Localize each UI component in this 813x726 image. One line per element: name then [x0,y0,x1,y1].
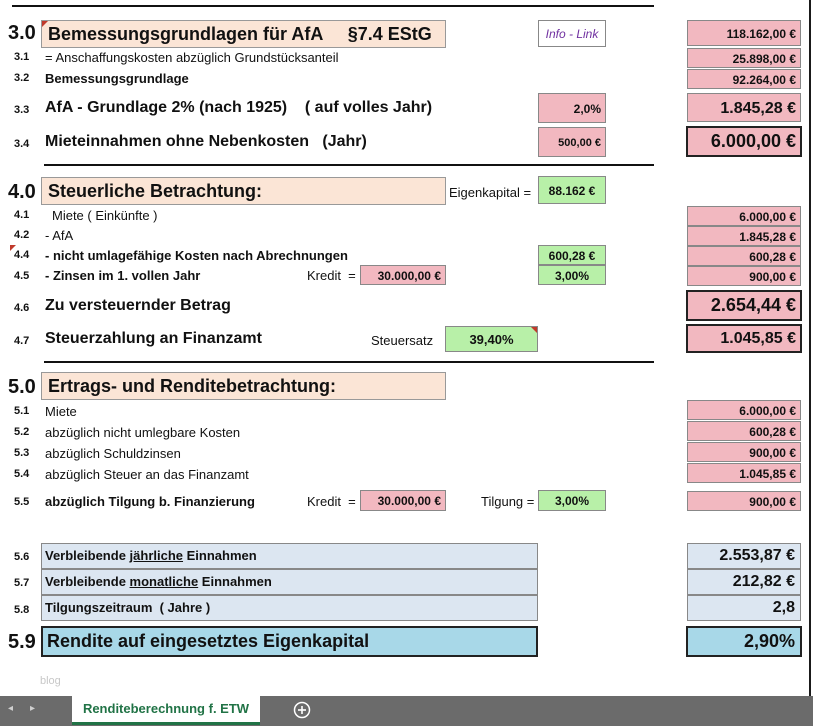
yearly-income-value[interactable]: 2.553,87 € [687,543,801,569]
credit-label: Kredit = [307,268,356,283]
yearly-income-label: Verbleibende jährliche Einnahmen [41,543,538,569]
row-number: 3.1 [14,51,30,63]
row-number: 4.1 [14,209,30,221]
repayment-period-label: Tilgungszeitraum ( Jahre ) [41,595,538,621]
row-number: 5.5 [14,496,30,508]
monthly-income-value[interactable]: 212,82 € [687,569,801,595]
equity-cell[interactable]: 88.162 € [538,176,606,204]
row-number: 5.9 [8,631,36,653]
value-cell[interactable]: 2.654,44 € [686,290,802,321]
row-number: 3.3 [14,104,30,116]
value-cell[interactable]: 1.045,85 € [687,463,801,483]
repayment-period-value[interactable]: 2,8 [687,595,801,621]
credit-cell[interactable]: 30.000,00 € [360,490,446,511]
equity-label: Eigenkapital = [449,185,532,200]
value-cell[interactable]: 92.264,00 € [687,69,801,89]
row-number: 3.2 [14,72,30,84]
row-number: 4.6 [14,302,30,314]
monthly-rent-cell[interactable]: 500,00 € [538,127,606,157]
section-divider [44,164,654,166]
scroll-right-icon[interactable]: ▸ [30,703,36,714]
plus-circle-icon [293,701,311,719]
tilgung-label: Tilgung = [481,494,535,509]
row-number: 5.8 [14,604,30,616]
row-label: Miete ( Einkünfte ) [52,208,158,223]
row-label: = Anschaffungskosten abzüglich Grundstücksanteil [45,50,339,65]
section-number: 4.0 [8,181,36,203]
row-label: abzüglich Schuldzinsen [45,446,181,461]
top-divider [12,5,654,7]
row-label: Bemessungsgrundlage [45,71,189,86]
sheet-tab-bar [0,696,813,726]
value-cell[interactable]: 6.000,00 € [686,126,802,157]
section-number: 3.0 [8,22,36,44]
value-cell[interactable]: 25.898,00 € [687,48,801,68]
row-number: 5.2 [14,426,30,438]
value-cell[interactable]: 900,00 € [687,491,801,511]
add-sheet-button[interactable] [293,701,311,719]
return-on-equity-value[interactable]: 2,90% [686,626,802,657]
tilgung-rate-cell[interactable]: 3,00% [538,490,606,511]
row-label: - nicht umlagefähige Kosten nach Abrechnungen [45,248,348,263]
row-label: abzüglich Steuer an das Finanzamt [45,467,249,482]
section-title-afa[interactable]: Bemessungsgrundlagen für AfA §7.4 EStG [41,20,446,48]
row-label: - AfA [45,228,74,243]
monthly-income-label: Verbleibende monatliche Einnahmen [41,569,538,595]
row-label: abzüglich nicht umlegbare Kosten [45,425,241,440]
row-number: 4.7 [14,335,30,347]
value-cell[interactable]: 1.845,28 € [687,226,801,246]
section-title-tax[interactable]: Steuerliche Betrachtung: [41,177,446,205]
value-cell[interactable]: 600,28 € [687,246,801,266]
watermark-text: blog [40,675,61,687]
row-number: 4.2 [14,229,30,241]
taxrate-label: Steuersatz [371,333,434,348]
value-cell[interactable]: 900,00 € [687,266,801,286]
row-number: 4.5 [14,270,30,282]
value-cell[interactable]: 600,28 € [687,421,801,441]
row-number: 5.4 [14,468,30,480]
value-cell[interactable]: 900,00 € [687,442,801,462]
row-number: 5.1 [14,405,30,417]
afa-rate-cell[interactable]: 2,0% [538,93,606,123]
section-divider [44,361,654,363]
costs-cell[interactable]: 600,28 € [538,245,606,265]
row-number: 5.6 [14,551,30,563]
row-label: Mieteinnahmen ohne Nebenkosten (Jahr) [45,133,367,150]
row-label: - Zinsen im 1. vollen Jahr [45,268,201,283]
row-label: AfA - Grundlage 2% (nach 1925) ( auf volles Jahr) [45,99,433,116]
value-cell[interactable]: 1.045,85 € [686,324,802,353]
value-cell[interactable]: 6.000,00 € [687,206,801,226]
row-label: Steuerzahlung an Finanzamt [45,330,262,347]
row-label: Zu versteuernder Betrag [45,297,231,314]
row-label: Miete [45,404,77,419]
interest-rate-cell[interactable]: 3,00% [538,265,606,285]
section-number: 5.0 [8,376,36,398]
row-number: 4.4 [10,245,29,261]
purchase-price-cell[interactable]: 118.162,00 € [687,20,801,46]
value-cell[interactable]: 6.000,00 € [687,400,801,420]
credit-cell[interactable]: 30.000,00 € [360,265,446,285]
row-label: abzüglich Tilgung b. Finanzierung [45,494,255,509]
taxrate-cell[interactable]: 39,40% [445,326,538,352]
sheet-tab-active[interactable]: Renditeberechnung f. ETW [72,696,260,725]
row-number: 5.7 [14,577,30,589]
value-cell[interactable]: 1.845,28 € [687,93,801,122]
row-number: 5.3 [14,447,30,459]
scroll-left-icon[interactable]: ◂ [8,703,14,714]
credit-label: Kredit = [307,494,356,509]
info-link[interactable]: Info - Link [538,20,606,47]
return-on-equity-label: Rendite auf eingesetztes Eigenkapital [41,626,538,657]
section-title-returns[interactable]: Ertrags- und Renditebetrachtung: [41,372,446,400]
row-number: 3.4 [14,138,30,150]
